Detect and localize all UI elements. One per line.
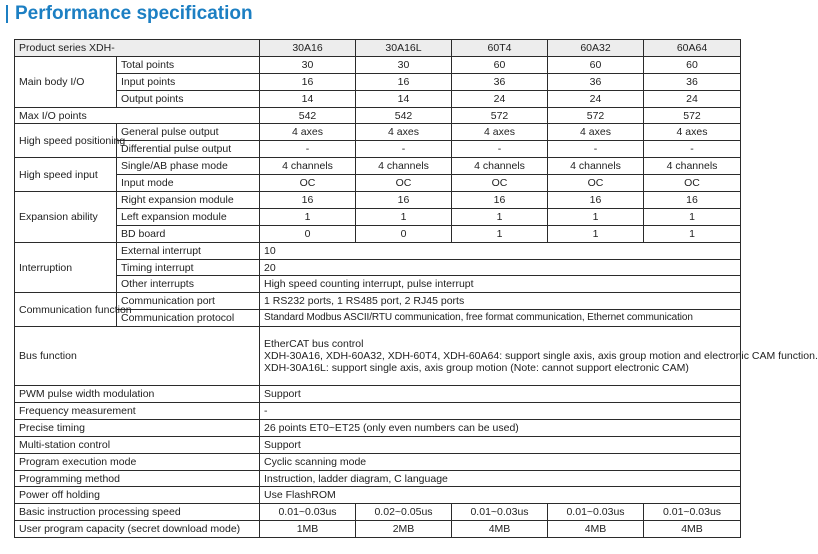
row-label: Differential pulse output	[117, 141, 260, 158]
cell: 36	[548, 73, 644, 90]
cell: 1	[452, 225, 548, 242]
model-header: 30A16	[260, 40, 356, 57]
row-label: Program execution mode	[15, 453, 260, 470]
table-row	[15, 107, 741, 124]
cell: 30	[356, 56, 452, 73]
cell: 1	[260, 208, 356, 225]
cell: 1	[548, 208, 644, 225]
table-row	[15, 310, 741, 327]
cell: 4MB	[644, 521, 741, 538]
cell: 60	[548, 56, 644, 73]
cell: 4MB	[452, 521, 548, 538]
table-header-row	[15, 40, 741, 57]
table-row	[15, 192, 741, 209]
cell: 0	[260, 225, 356, 242]
cell: -	[260, 403, 741, 420]
cell: 0.02~0.05us	[356, 504, 452, 521]
title-accent-bar	[6, 5, 8, 23]
cell: 4 axes	[260, 124, 356, 141]
cell: OC	[644, 175, 741, 192]
cell: 1 RS232 ports, 1 RS485 port, 2 RJ45 ports	[260, 293, 741, 310]
group-label: High speed positioning	[15, 124, 117, 158]
cell: 16	[260, 73, 356, 90]
cell: 0.01~0.03us	[548, 504, 644, 521]
row-label: Basic instruction processing speed	[15, 504, 260, 521]
cell: Standard Modbus ASCII/RTU communication, free format communication, Ethernet communication	[260, 310, 741, 327]
cell: 2MB	[356, 521, 452, 538]
cell: Use FlashROM	[260, 487, 741, 504]
table-row	[15, 470, 741, 487]
cell: -	[356, 141, 452, 158]
cell: 60	[644, 56, 741, 73]
group-label: High speed input	[15, 158, 117, 192]
spec-table	[14, 39, 818, 538]
table-row	[15, 259, 741, 276]
cell: 0.01~0.03us	[452, 504, 548, 521]
table-row	[15, 276, 741, 293]
page-title	[6, 0, 253, 28]
bus-line: XDH-30A16, XDH-60A32, XDH-60T4, XDH-60A64: support single axis, axis group motion and electronic CAM function.	[264, 350, 818, 363]
row-label: BD board	[117, 225, 260, 242]
cell: 16	[452, 192, 548, 209]
cell: Support	[260, 436, 741, 453]
cell: OC	[260, 175, 356, 192]
cell: Instruction, ladder diagram, C language	[260, 470, 741, 487]
cell: 10	[260, 242, 741, 259]
group-label: Expansion ability	[15, 192, 117, 243]
cell: 4 axes	[548, 124, 644, 141]
row-label: Power off holding	[15, 487, 260, 504]
cell: Support	[260, 386, 741, 403]
cell: 572	[644, 107, 741, 124]
cell: OC	[356, 175, 452, 192]
cell: 4 channels	[548, 158, 644, 175]
bus-line: EtherCAT bus control	[264, 338, 364, 351]
row-label: PWM pulse width modulation	[15, 386, 260, 403]
cell: 1	[452, 208, 548, 225]
cell: OC	[548, 175, 644, 192]
cell: 4 axes	[644, 124, 741, 141]
cell: 4 channels	[644, 158, 741, 175]
cell: 24	[644, 90, 741, 107]
row-label: Precise timing	[15, 419, 260, 436]
cell: 1	[644, 208, 741, 225]
row-label: Other interrupts	[117, 276, 260, 293]
row-label: Input points	[117, 73, 260, 90]
cell: 1	[356, 208, 452, 225]
cell: 26 points ET0~ET25 (only even numbers can be used)	[260, 419, 741, 436]
table-row	[15, 141, 741, 158]
row-label: Single/AB phase mode	[117, 158, 260, 175]
cell: 36	[452, 73, 548, 90]
row-label: User program capacity (secret download mode)	[15, 521, 260, 538]
table-row	[15, 158, 741, 175]
row-label: Right expansion module	[117, 192, 260, 209]
table-row	[15, 208, 741, 225]
table-row	[15, 293, 741, 310]
cell: 16	[548, 192, 644, 209]
cell: 0.01~0.03us	[644, 504, 741, 521]
bus-description	[260, 327, 818, 386]
row-label: Frequency measurement	[15, 403, 260, 420]
cell: 16	[644, 192, 741, 209]
bus-line: XDH-30A16L: support single axis, axis group motion (Note: cannot support electronic CAM)	[264, 362, 689, 375]
cell: -	[644, 141, 741, 158]
table-row	[15, 73, 741, 90]
cell: 1	[548, 225, 644, 242]
row-label: Left expansion module	[117, 208, 260, 225]
cell: -	[452, 141, 548, 158]
model-header: 60A64	[644, 40, 741, 57]
row-label: Programming method	[15, 470, 260, 487]
table-row	[15, 386, 741, 403]
table-row	[15, 327, 741, 386]
cell: 4 axes	[356, 124, 452, 141]
title-text: Performance specification	[15, 3, 253, 24]
cell: 16	[356, 73, 452, 90]
cell: 20	[260, 259, 741, 276]
row-label: Communication port	[117, 293, 260, 310]
row-label: Timing interrupt	[117, 259, 260, 276]
cell: 36	[644, 73, 741, 90]
row-label: External interrupt	[117, 242, 260, 259]
table-row	[15, 504, 741, 521]
row-label: Max I/O points	[15, 107, 260, 124]
cell: 4 channels	[452, 158, 548, 175]
cell: 572	[548, 107, 644, 124]
cell: 30	[260, 56, 356, 73]
cell: OC	[452, 175, 548, 192]
cell: 0.01~0.03us	[260, 504, 356, 521]
cell: 60	[452, 56, 548, 73]
cell: 16	[260, 192, 356, 209]
table-row	[15, 487, 741, 504]
table-row	[15, 56, 741, 73]
cell: 542	[356, 107, 452, 124]
model-header: 30A16L	[356, 40, 452, 57]
cell: -	[548, 141, 644, 158]
cell: -	[260, 141, 356, 158]
cell: 24	[452, 90, 548, 107]
row-label: Input mode	[117, 175, 260, 192]
cell: 1MB	[260, 521, 356, 538]
cell: 1	[644, 225, 741, 242]
group-label: Interruption	[15, 242, 117, 293]
cell: High speed counting interrupt, pulse interrupt	[260, 276, 741, 293]
cell: Cyclic scanning mode	[260, 453, 741, 470]
table-row	[15, 225, 741, 242]
cell: 542	[260, 107, 356, 124]
table-row	[15, 90, 741, 107]
row-label: Communication protocol	[117, 310, 260, 327]
table-row	[15, 521, 741, 538]
model-header: 60T4	[452, 40, 548, 57]
cell: 16	[356, 192, 452, 209]
group-label: Main body I/O	[15, 56, 117, 107]
model-header: 60A32	[548, 40, 644, 57]
table-row	[15, 175, 741, 192]
cell: 572	[452, 107, 548, 124]
table-row	[15, 124, 741, 141]
table-row	[15, 436, 741, 453]
cell: 24	[548, 90, 644, 107]
cell: 4 axes	[452, 124, 548, 141]
group-label: Communication function	[15, 293, 117, 327]
cell: 4 channels	[260, 158, 356, 175]
row-label: General pulse output	[117, 124, 260, 141]
header-label: Product series XDH-	[15, 40, 260, 57]
row-label: Output points	[117, 90, 260, 107]
table-row	[15, 242, 741, 259]
row-label: Bus function	[15, 327, 260, 386]
table-row	[15, 403, 741, 420]
row-label: Total points	[117, 56, 260, 73]
cell: 4MB	[548, 521, 644, 538]
row-label: Multi-station control	[15, 436, 260, 453]
cell: 4 channels	[356, 158, 452, 175]
table-row	[15, 419, 741, 436]
cell: 14	[260, 90, 356, 107]
cell: 0	[356, 225, 452, 242]
table-row	[15, 453, 741, 470]
cell: 14	[356, 90, 452, 107]
